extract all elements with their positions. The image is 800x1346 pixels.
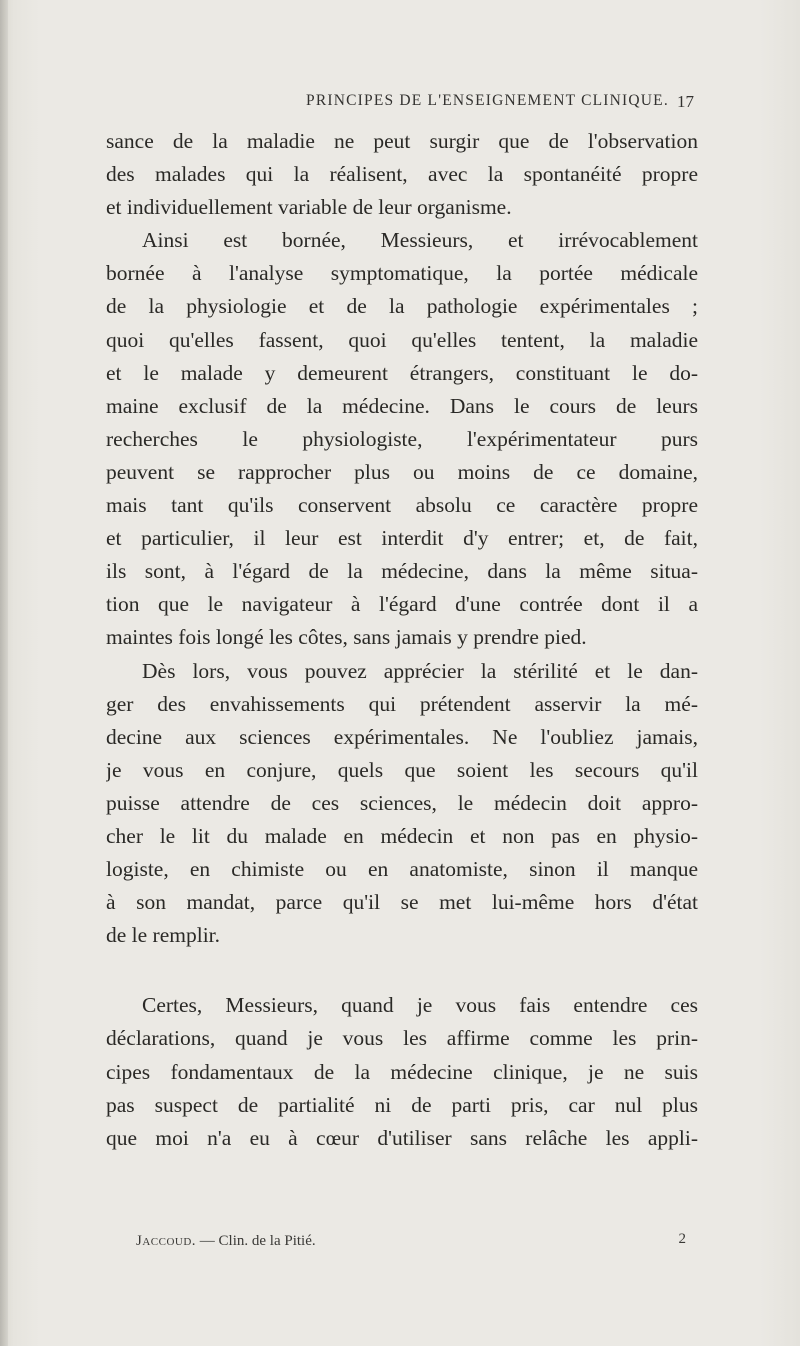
signature-mark: 2 bbox=[678, 1231, 686, 1247]
text-line: ger des envahissements qui prétendent asservir la mé- bbox=[106, 691, 698, 716]
text-line: je vous en conjure, quels que soient les secours qu'il bbox=[106, 757, 698, 782]
text-line: peuvent se rapprocher plus ou moins de ce domaine, bbox=[106, 459, 698, 484]
running-title: PRINCIPES DE L'ENSEIGNEMENT CLINIQUE. bbox=[306, 92, 669, 109]
text-line: mais tant qu'ils conservent absolu ce caractère propre bbox=[106, 493, 698, 518]
paragraph bbox=[106, 989, 698, 1154]
text-line: cher le lit du malade en médecin et non pas en physio- bbox=[106, 823, 698, 848]
paragraph-gap bbox=[106, 952, 698, 989]
footer-signature bbox=[136, 1233, 316, 1250]
text-line: quoi qu'elles fassent, quoi qu'elles tentent, la maladie bbox=[106, 327, 698, 352]
text-line: cipes fondamentaux de la médecine clinique, je ne suis bbox=[106, 1059, 698, 1084]
paragraph bbox=[106, 224, 698, 654]
text-line: Certes, Messieurs, quand je vous fais entendre ces bbox=[142, 993, 698, 1018]
text-line: bornée à l'analyse symptomatique, la portée médicale bbox=[106, 261, 698, 286]
page-footer bbox=[136, 1233, 696, 1255]
text-line: et le malade y demeurent étrangers, constituant le do- bbox=[106, 360, 698, 385]
text-line: puisse attendre de ces sciences, le médecin doit appro- bbox=[106, 790, 698, 815]
text-line: déclarations, quand je vous les affirme comme les prin- bbox=[106, 1026, 698, 1051]
text-line: à son mandat, parce qu'il se met lui-même hors d'état bbox=[106, 890, 698, 915]
text-line: maintes fois longé les côtes, sans jamais y prendre pied. bbox=[106, 625, 587, 650]
footer-source: Clin. de la Pitié. bbox=[218, 1233, 316, 1249]
paragraph bbox=[106, 655, 698, 953]
text-line: Dès lors, vous pouvez apprécier la stérilité et le dan- bbox=[142, 658, 698, 683]
text-line: sance de la maladie ne peut surgir que de l'observation bbox=[106, 129, 698, 153]
page-gutter-shadow bbox=[0, 0, 8, 1346]
text-line: decine aux sciences expérimentales. Ne l'oubliez jamais, bbox=[106, 724, 698, 749]
text-line: des malades qui la réalisent, avec la spontanéité propre bbox=[106, 162, 698, 187]
text-line: que moi n'a eu à cœur d'utiliser sans relâche les appli- bbox=[106, 1125, 698, 1150]
page-number: 17 bbox=[677, 92, 694, 111]
body-text bbox=[106, 125, 698, 1155]
text-line: et particulier, il leur est interdit d'y entrer; et, de fait, bbox=[106, 526, 698, 551]
text-line: logiste, en chimiste ou en anatomiste, sinon il manque bbox=[106, 857, 698, 882]
text-line: et individuellement variable de leur organisme. bbox=[106, 195, 512, 220]
text-line: tion que le navigateur à l'égard d'une contrée dont il a bbox=[106, 592, 698, 617]
text-line: de le remplir. bbox=[106, 923, 221, 948]
text-line: pas suspect de partialité ni de parti pris, car nul plus bbox=[106, 1092, 698, 1117]
paragraph bbox=[106, 125, 698, 224]
running-header bbox=[306, 92, 694, 116]
text-line: Ainsi est bornée, Messieurs, et irrévocablement bbox=[142, 228, 698, 253]
text-line: de la physiologie et de la pathologie expérimentales ; bbox=[106, 294, 698, 319]
text-line: maine exclusif de la médecine. Dans le cours de leurs bbox=[106, 393, 698, 418]
text-line: ils sont, à l'égard de la médecine, dans la même situa- bbox=[106, 559, 698, 584]
footer-author: Jaccoud. bbox=[136, 1233, 197, 1249]
footer-separator: — bbox=[196, 1233, 219, 1249]
text-line: recherches le physiologiste, l'expérimentateur purs bbox=[106, 426, 698, 451]
